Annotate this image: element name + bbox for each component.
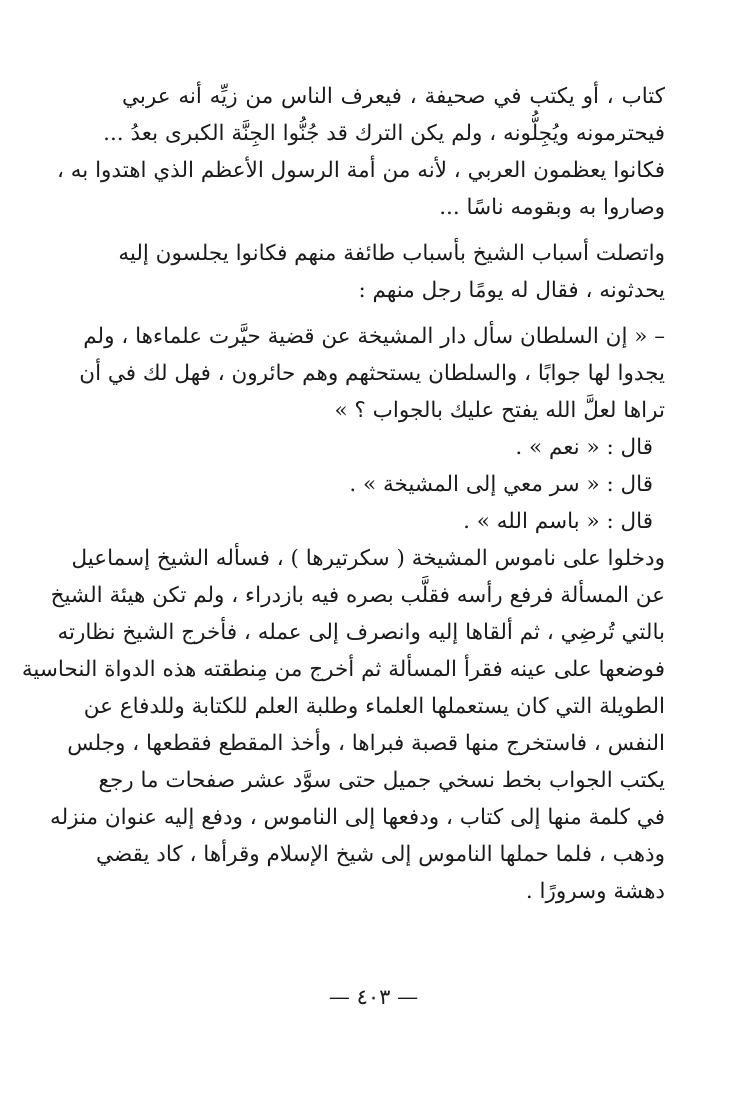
text-line: دهشة وسرورًا . [525,879,665,904]
text-line: يجدوا لها جوابًا ، والسلطان يستحثهم وهم حائرون ، فهل لك في أن [79,361,665,386]
text-line: ودخلوا على ناموس المشيخة ( سكرتيرها ) ، فسأله الشيخ إسماعيل [71,546,665,571]
dialogue-line-3 [122,503,665,540]
text-line: فيحترمونه ويُجِلُّونه ، ولم يكن الترك قد جُنُّوا الجِنَّة الكبرى بعدُ ... [103,121,665,146]
dialogue-line-1 [122,429,665,466]
paragraph-7 [21,540,665,910]
text-line: فكانوا يعظمون العربي ، لأنه من أمة الرسول الأعظم الذي اهتدوا به ، [56,158,665,183]
paragraph-3-quote [79,318,665,429]
paragraph-2 [118,235,665,309]
text-line: قال : « نعم » . [515,435,653,460]
text-line: قال : « باسم الله » . [463,509,653,534]
page-body [21,78,665,910]
text-line: – « إن السلطان سأل دار المشيخة عن قضية حيَّرت علماءها ، ولم [83,324,665,349]
text-line: فوضعها على عينه فقرأ المسألة ثم أخرج من مِنطقته هذه الدواة النحاسية [21,657,665,682]
text-line: يكتب الجواب بخط نسخي جميل حتى سوَّد عشر صفحات ما رجع [98,768,665,793]
dialogue-line-2 [122,466,665,503]
text-line: وذهب ، فلما حملها الناموس إلى شيخ الإسلام وقرأها ، كاد يقضي [96,842,665,867]
text-line: الطويلة التي كان يستعملها العلماء وطلبة العلم للكتابة وللدفاع عن [83,694,665,719]
paragraph-1 [56,78,665,226]
text-line: قال : « سر معي إلى المشيخة » . [349,472,653,497]
text-line: بالتي تُرضِي ، ثم ألقاها إليه وانصرف إلى عمله ، فأخرج الشيخ نظارته [57,620,665,645]
text-line: يحدثونه ، فقال له يومًا رجل منهم : [358,278,665,303]
text-line: واتصلت أسباب الشيخ بأسباب طائفة منهم فكانوا يجلسون إليه [118,241,665,266]
text-line: وصاروا به وبقومه ناسًا ... [439,195,665,220]
text-line: تراها لعلَّ الله يفتح عليك بالجواب ؟ » [334,398,665,423]
text-line: في كلمة منها إلى كتاب ، ودفعها إلى الناموس ، ودفع إليه عنوان منزله [50,805,665,830]
page-number: — ٤٠٣ — [328,985,419,1009]
text-line: النفس ، فاستخرج منها قصبة فبراها ، وأخذ المقطع فقطعها ، وجلس [67,731,665,756]
text-line: كتاب ، أو يكتب في صحيفة ، فيعرف الناس من زيِّه أنه عربي [122,84,665,109]
text-line: عن المسألة فرفع رأسه فقلَّب بصره فيه بازدراء ، ولم تكن هيئة الشيخ [50,583,665,608]
